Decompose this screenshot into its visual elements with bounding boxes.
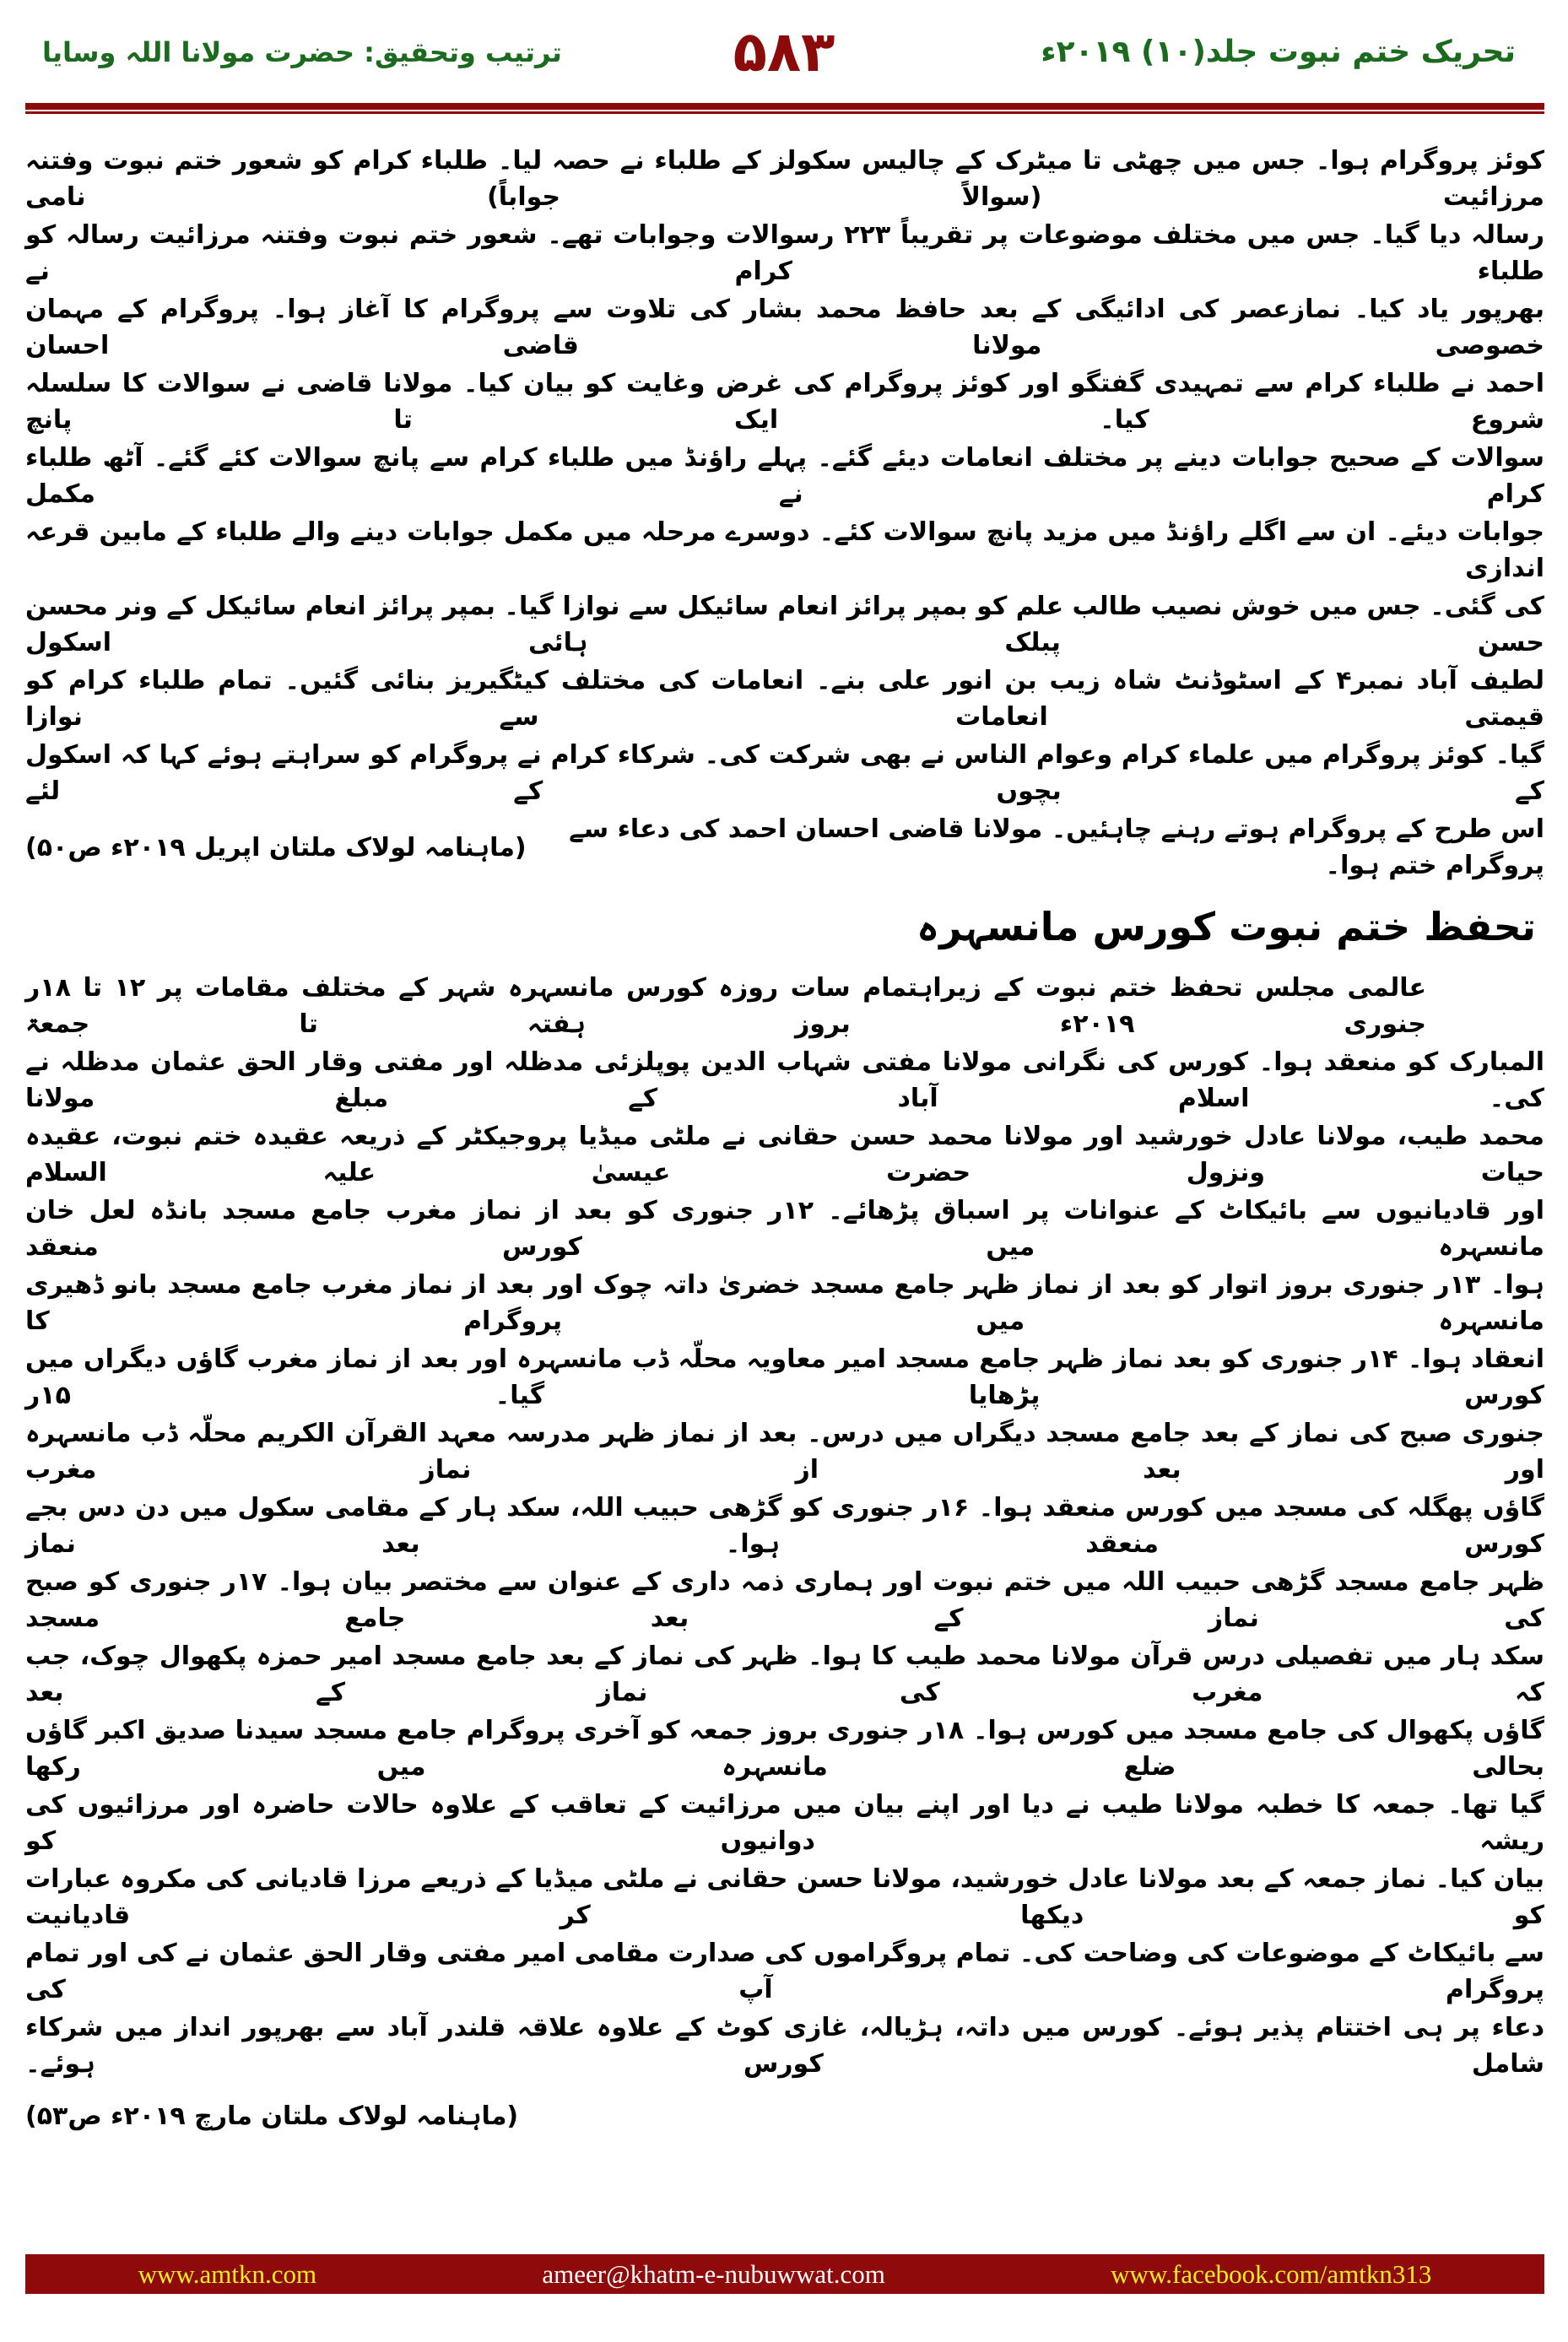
text-line-text: کوئز پروگرام ہوا۔ جس میں چھٹی تا میٹرک کے چالیس سکولز کے طلباء نے حصہ لیا۔ طلباء کرام کو شعور ختم نبوت وفتنہ مرزائیت (سوالاً جواباً) نامی (25, 146, 1544, 212)
text-line-text: رسالہ دیا گیا۔ جس میں مختلف موضوعات پر تقریباً ۲۲۳ رسوالات وجوابات تھے۔ شعور ختم نبوت وفتنہ مرزائیت رسالہ کو طلباء کرام نے (25, 220, 1545, 286)
text-line-text: سوالات کے صحیح جوابات دینے پر مختلف انعامات دیئے گئے۔ پہلے راؤنڈ میں طلباء کرام سے پانچ سوالات کئے گئے۔ آٹھ طلباء کرام نے مکمل (25, 443, 1544, 509)
text-line-text: سے بائیکاٹ کے موضوعات کی وضاحت کی۔ تمام پروگراموں کی صدارت مقامی امیر مفتی وقار الحق عثمان نے کی اور تمام پروگرام آپ کی (25, 1939, 1544, 2004)
source-citation: (ماہنامہ لولاک ملتان مارچ ۲۰۱۹ء ص۵۳) (25, 2101, 519, 2131)
text-line-text: ظہر جامع مسجد گڑھی حبیب اللہ میں ختم نبوت اور ہماری ذمہ داری کے عنوان سے مختصر بیان ہوا۔ ۱۷ر جنوری کو صبح کی نماز کے بعد جامع مسجد (25, 1567, 1545, 1633)
text-line-last (25, 810, 1544, 884)
text-line (25, 1192, 1544, 1266)
page-content (25, 142, 1544, 2150)
text-line-text: بھرپور یاد کیا۔ نمازعصر کی ادائیگی کے بعد حافظ محمد بشار کی تلاوت سے پروگرام کا آغاز ہوا۔ پروگرام کے مہمان خصوصی مولانا قاضی احسان (25, 295, 1544, 360)
text-line (25, 662, 1544, 736)
header-divider (25, 103, 1544, 110)
text-line (25, 513, 1544, 587)
book-title: تحریک ختم نبوت جلد(۱۰) ۲۰۱۹ء (1041, 35, 1516, 69)
article-mansehra-course (25, 969, 1544, 2150)
website-link[interactable]: www.amtkn.com (138, 2258, 317, 2289)
text-line (25, 969, 1544, 1043)
text-line (25, 1043, 1544, 1117)
text-line-text: گاؤں پکھوال کی جامع مسجد میں کورس ہوا۔ ۱۸ر جنوری بروز جمعہ کو آخری پروگرام جامع مسجد سیدنا صدیق اکبر گاؤں بحالی ضلع مانسہرہ میں رکھا (25, 1716, 1544, 1782)
text-line (25, 216, 1544, 290)
text-line (25, 2009, 1544, 2083)
page-number: ۵۸۳ (733, 19, 835, 84)
text-line (25, 1860, 1544, 1934)
email-link[interactable]: ameer@khatm-e-nubuwwat.com (542, 2258, 885, 2289)
facebook-link[interactable]: www.facebook.com/amtkn313 (1111, 2258, 1432, 2289)
text-line (25, 1266, 1544, 1340)
text-line-text: المبارک کو منعقد ہوا۔ کورس کی نگرانی مولانا مفتی شہاب الدین پوپلزئی مدظلہ اور مفتی وقار الحق عثمان مدظلہ نے کی۔ اسلام آباد کے مبلغ مولانا (25, 1047, 1544, 1113)
text-line (25, 1712, 1544, 1786)
source-citation-block (25, 2083, 1544, 2150)
text-line-text: گیا۔ کوئز پروگرام میں علماء کرام وعوام الناس نے بھی شرکت کی۔ شرکاء کرام نے پروگرام کو سراہتے ہوئے کہا کہ اسکول کے بچوں کے لئے (25, 740, 1544, 806)
header-divider-thin (25, 111, 1544, 114)
text-line (25, 439, 1544, 513)
text-line-text: کی گئی۔ جس میں خوش نصیب طالب علم کو بمپر پرائز انعام سائیکل سے نوازا گیا۔ بمپر پرائز انعام سائیکل کے ونر محسن حسن پبلک ہائی اسکول (25, 592, 1544, 657)
text-line (25, 1340, 1544, 1414)
text-line-text: دعاء پر ہی اختتام پذیر ہوئے۔ کورس میں داتہ، ہڑیالہ، غازی کوٹ کے علاوہ علاقہ قلندر آباد سے بھرپور انداز میں شرکاء شامل کورس ہوئے۔ (25, 2013, 1544, 2079)
text-line (25, 290, 1544, 365)
text-line-text: گاؤں پھگلہ کی مسجد میں کورس منعقد ہوا۔ ۱۶ر جنوری کو گڑھی حبیب اللہ، سکد ہار کے مقامی سکول میں دن دس بجے کورس منعقد ہوا۔ بعد نماز (25, 1493, 1544, 1559)
source-citation: (ماہنامہ لولاک ملتان اپریل ۲۰۱۹ء ص۵۰) (25, 832, 527, 863)
text-line-text: لطیف آباد نمبر۴ کے اسٹوڈنٹ شاہ زیب بن انور علی بنے۔ انعامات کی مختلف کیٹگیریز بنائی گئیں۔ تمام طلباء کرام کو قیمتی انعامات سے نوازا (25, 666, 1544, 732)
text-line-text: محمد طیب، مولانا عادل خورشید اور مولانا محمد حسن حقانی نے ملٹی میڈیا پروجیکٹر کے ذریعہ عقیدہ ختم نبوت، عقیدہ حیات ونزول حضرت عیسیٰ علیہ السلام (25, 1122, 1544, 1187)
text-line-text: اس طرح کے پروگرام ہوتے رہنے چاہئیں۔ مولانا قاضی احسان احمد کی دعاء سے پروگرام ختم ہوا۔ (569, 814, 1544, 880)
article-quiz-program (25, 142, 1544, 884)
text-line (25, 365, 1544, 439)
text-line-text: بیان کیا۔ نماز جمعہ کے بعد مولانا عادل خورشید، مولانا حسن حقانی نے ملٹی میڈیا کے ذریعے مرزا قادیانی کی مکروہ عبارات کو دیکھا کر قادیانیت (25, 1864, 1544, 1930)
footer-bar (25, 2254, 1544, 2294)
text-line (25, 142, 1544, 216)
text-line-text: گیا تھا۔ جمعہ کا خطبہ مولانا طیب نے دیا اور اپنے بیان میں مرزائیت کے تعاقب کے علاوہ حالات حاضرہ اور مرزائیوں کی ریشہ دوانیوں کو (25, 1790, 1544, 1856)
text-line-text: اور قادیانیوں سے بائیکاٹ کے عنوانات پر اسباق پڑھائے۔ ۱۲ر جنوری کو بعد از نماز مغرب جامع مسجد بانڈہ لعل خان مانسہرہ میں کورس منعقد (25, 1196, 1544, 1262)
text-line (25, 1934, 1544, 2009)
text-line-text: ہوا۔ ۱۳ر جنوری بروز اتوار کو بعد از نماز ظہر جامع مسجد خضریٰ داتہ چوک اور بعد از نماز مغرب جامع مسجد بانو ڈھیری مانسہرہ میں پروگرام کا (25, 1270, 1544, 1336)
text-line-text: احمد نے طلباء کرام سے تمہیدی گفتگو اور کوئز پروگرام کی غرض وغایت کو بیان کیا۔ مولانا قاضی نے سوالات کا سلسلہ شروع کیا۔ ایک تا پانچ (25, 369, 1544, 435)
text-line-text: انعقاد ہوا۔ ۱۴ر جنوری کو بعد نماز ظہر جامع مسجد امیر معاویہ محلّہ ڈب مانسہرہ اور بعد از نماز مغرب گاؤں دیگراں میں کورس پڑھایا گیا۔ ۱۵ر (25, 1344, 1545, 1410)
text-line-text: جوابات دیئے۔ ان سے اگلے راؤنڈ میں مزید پانچ سوالات کئے۔ دوسرے مرحلہ میں مکمل جوابات دینے والے طلباء کے مابین قرعہ اندازی (25, 517, 1544, 583)
text-line (25, 1637, 1544, 1712)
text-line (25, 1414, 1544, 1489)
text-line (25, 1786, 1544, 1860)
text-line-text: عالمی مجلس تحفظ ختم نبوت کے زیراہتمام سات روزہ کورس مانسہرہ شہر کے مختلف مقامات پر ۱۲ تا ۱۸ر جنوری ۲۰۱۹ء بروز ہفتہ تا جمعۃ (25, 973, 1426, 1039)
text-line-text: جنوری صبح کی نماز کے بعد جامع مسجد دیگراں میں درس۔ بعد از نماز ظہر مدرسہ معہد القرآن الکریم محلّہ ڈب مانسہرہ اور بعد از نماز مغرب (25, 1419, 1545, 1485)
compiler-credit: ترتیب وتحقیق: حضرت مولانا اللہ وسایا (42, 36, 562, 68)
text-line (25, 587, 1544, 662)
text-line (25, 1563, 1544, 1637)
section-heading: تحفظ ختم نبوت کورس مانسہرہ (916, 904, 1536, 949)
text-line (25, 736, 1544, 810)
text-line (25, 1117, 1544, 1192)
text-line (25, 1489, 1544, 1563)
text-line-text: سکد ہار میں تفصیلی درس قرآن مولانا محمد طیب کا ہوا۔ ظہر کی نماز کے بعد جامع مسجد امیر حمزہ پکھوال چوک، جب کہ مغرب کی نماز کے بعد (25, 1642, 1544, 1707)
